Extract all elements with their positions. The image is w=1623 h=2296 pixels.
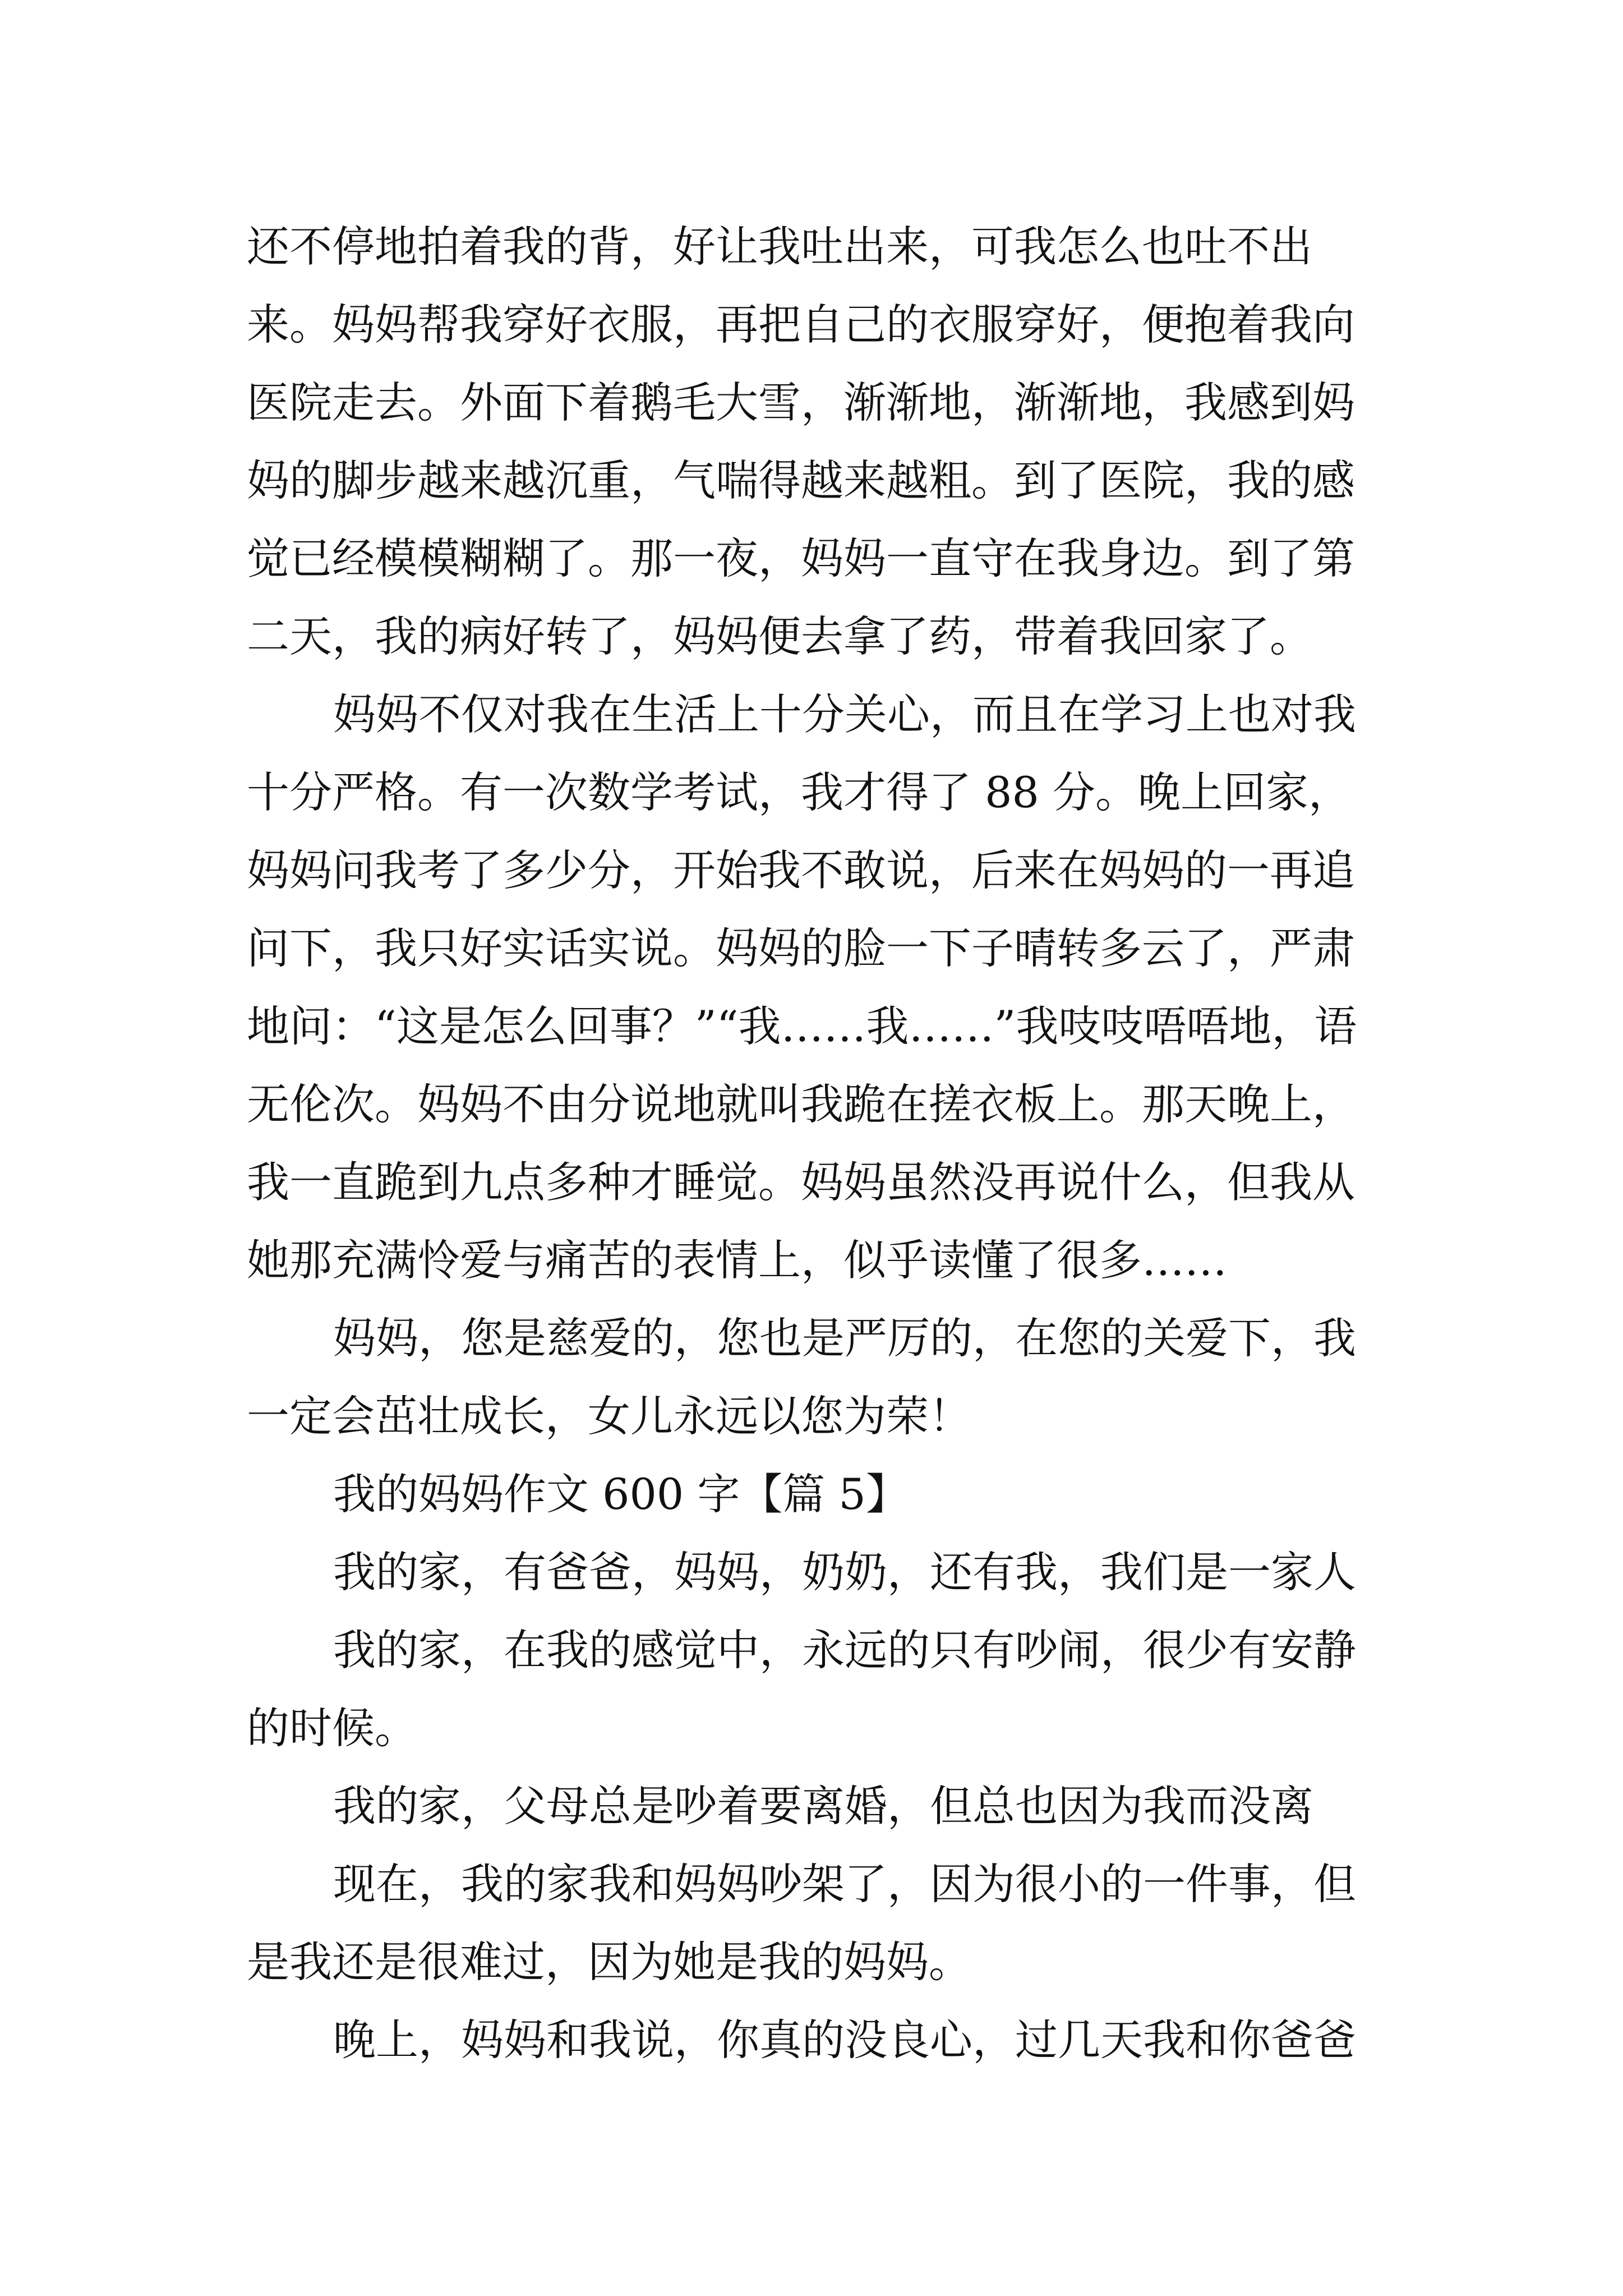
- paragraph-2: 妈妈不仅对我在生活上十分关心，而且在学习上也对我十分严格。有一次数学考试，我才得了 88 分。晚上回家，妈妈问我考了多少分，开始我不敢说，后来在妈妈的一再追问下，我只好实话实说。妈妈的脸一下子晴转多云了，严肃地问：“这是怎么回事？”“我……我……”我吱吱唔唔地，语无伦次。妈妈不由分说地就叫我跪在搓衣板上。那天晚上，我一直跪到九点多种才睡觉。妈妈虽然没再说什么，但我从她那充满怜爱与痛苦的表情上，似乎读懂了很多……: [247, 689, 1357, 1285]
- document-body: [247, 208, 1385, 2079]
- paragraph-4: 我的家，有爸爸，妈妈，奶奶，还有我，我们是一家人: [333, 1547, 1356, 1597]
- paragraph-1: 还不停地拍着我的背，好让我吐出来，可我怎么也吐不出来。妈妈帮我穿好衣服，再把自己的衣服穿好，便抱着我向医院走去。外面下着鹅毛大雪，渐渐地，渐渐地，我感到妈妈的脚步越来越沉重，气喘得越来越粗。到了医院，我的感觉已经模模糊糊了。那一夜，妈妈一直守在我身边。到了第二天，我的病好转了，妈妈便去拿了药，带着我回家了。: [247, 222, 1355, 661]
- paragraph-6: 我的家，父母总是吵着要离婚，但总也因为我而没离: [333, 1781, 1313, 1831]
- paragraph-8: 晚上，妈妈和我说，你真的没良心，过几天我和你爸爸: [333, 2015, 1356, 2065]
- section-heading: 我的妈妈作文 600 字【篇 5】: [333, 1469, 909, 1519]
- paragraph-5: 我的家，在我的感觉中，永远的只有吵闹，很少有安静的时候。: [247, 1625, 1356, 1753]
- paragraph-3: 妈妈，您是慈爱的，您也是严厉的，在您的关爱下，我一定会茁壮成长，女儿永远以您为荣！: [247, 1313, 1356, 1441]
- paragraph-7: 现在，我的家我和妈妈吵架了，因为很小的一件事，但是我还是很难过，因为她是我的妈妈。: [247, 1859, 1356, 1987]
